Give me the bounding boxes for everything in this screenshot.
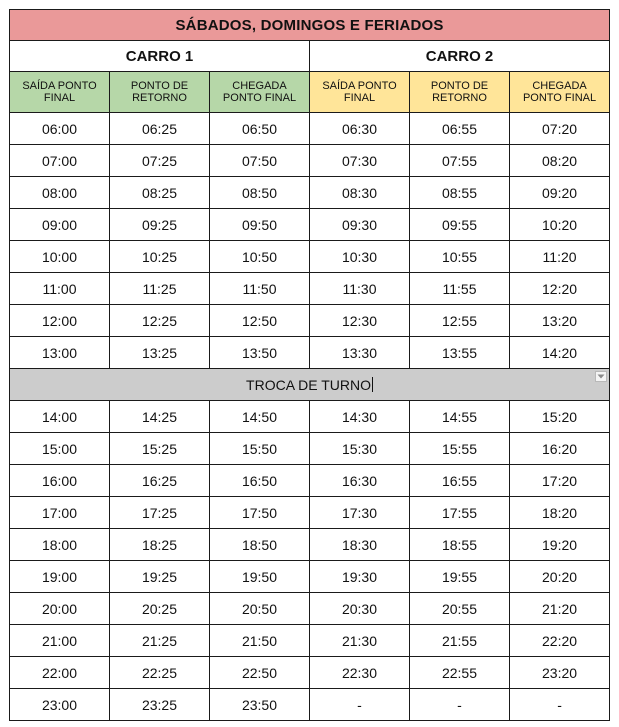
table-row <box>10 689 610 721</box>
car-2-return-cell[interactable]: 16:55 <box>410 465 510 497</box>
car-1-departure-cell[interactable]: 11:00 <box>10 273 110 305</box>
car-1-arrival-cell[interactable]: 17:50 <box>210 497 310 529</box>
car-1-departure-cell[interactable]: 13:00 <box>10 337 110 369</box>
car-2-arrival-cell[interactable]: 14:20 <box>510 337 610 369</box>
car-2-return-cell[interactable]: 06:55 <box>410 113 510 145</box>
car-2-departure-cell[interactable]: 15:30 <box>310 433 410 465</box>
car-2-col-return[interactable] <box>410 72 510 113</box>
car-2-return-cell[interactable]: - <box>410 689 510 721</box>
car-1-header[interactable]: CARRO 1 <box>10 41 310 72</box>
table-row <box>10 529 610 561</box>
car-1-arrival-cell[interactable]: 12:50 <box>210 305 310 337</box>
car-1-arrival-cell[interactable]: 22:50 <box>210 657 310 689</box>
car-2-arrival-cell[interactable]: 15:20 <box>510 401 610 433</box>
table-row <box>10 433 610 465</box>
car-1-return-cell[interactable]: 10:25 <box>110 241 210 273</box>
car-header-row <box>10 41 610 72</box>
car-2-arrival-cell[interactable]: 13:20 <box>510 305 610 337</box>
car-1-return-cell[interactable]: 22:25 <box>110 657 210 689</box>
car-2-return-cell[interactable]: 12:55 <box>410 305 510 337</box>
car-2-return-cell[interactable]: 21:55 <box>410 625 510 657</box>
car-1-departure-cell[interactable]: 18:00 <box>10 529 110 561</box>
car-1-arrival-cell[interactable]: 06:50 <box>210 113 310 145</box>
car-2-return-cell[interactable]: 13:55 <box>410 337 510 369</box>
table-row <box>10 561 610 593</box>
car-1-departure-cell[interactable]: 14:00 <box>10 401 110 433</box>
car-1-departure-cell[interactable]: 09:00 <box>10 209 110 241</box>
schedule-title[interactable]: SÁBADOS, DOMINGOS E FERIADOS <box>10 10 610 41</box>
car-1-departure-cell[interactable]: 08:00 <box>10 177 110 209</box>
car-2-arrival-cell[interactable]: 19:20 <box>510 529 610 561</box>
header-label: PONTO DE RETORNO <box>430 80 489 104</box>
table-row <box>10 177 610 209</box>
car-2-departure-cell[interactable]: 09:30 <box>310 209 410 241</box>
car-1-departure-cell[interactable]: 20:00 <box>10 593 110 625</box>
schedule-table-body <box>10 10 610 721</box>
table-row <box>10 625 610 657</box>
car-2-arrival-cell[interactable]: 23:20 <box>510 657 610 689</box>
car-2-departure-cell[interactable]: 21:30 <box>310 625 410 657</box>
car-2-arrival-cell[interactable]: 18:20 <box>510 497 610 529</box>
car-2-arrival-cell[interactable]: 07:20 <box>510 113 610 145</box>
car-2-departure-cell[interactable]: 13:30 <box>310 337 410 369</box>
car-2-return-cell[interactable]: 14:55 <box>410 401 510 433</box>
car-1-col-departure[interactable] <box>10 72 110 113</box>
title-row <box>10 10 610 41</box>
car-1-departure-cell[interactable]: 17:00 <box>10 497 110 529</box>
car-1-return-cell[interactable]: 19:25 <box>110 561 210 593</box>
car-2-return-cell[interactable]: 20:55 <box>410 593 510 625</box>
car-1-return-cell[interactable]: 06:25 <box>110 113 210 145</box>
table-row <box>10 305 610 337</box>
table-row <box>10 113 610 145</box>
schedule-table <box>9 9 610 721</box>
car-1-arrival-cell[interactable]: 11:50 <box>210 273 310 305</box>
car-1-return-cell[interactable]: 13:25 <box>110 337 210 369</box>
car-1-arrival-cell[interactable]: 08:50 <box>210 177 310 209</box>
shift-change-row <box>10 369 610 401</box>
car-2-departure-cell[interactable]: 18:30 <box>310 529 410 561</box>
car-1-departure-cell[interactable]: 21:00 <box>10 625 110 657</box>
car-1-departure-cell[interactable]: 23:00 <box>10 689 110 721</box>
car-2-arrival-cell[interactable]: 17:20 <box>510 465 610 497</box>
car-2-departure-cell[interactable]: 10:30 <box>310 241 410 273</box>
car-2-return-cell[interactable]: 19:55 <box>410 561 510 593</box>
header-label: CHEGADA PONTO FINAL <box>222 80 297 104</box>
car-2-return-cell[interactable]: 15:55 <box>410 433 510 465</box>
car-1-departure-cell[interactable]: 22:00 <box>10 657 110 689</box>
header-label: SAÍDA PONTO FINAL <box>22 80 97 104</box>
car-2-arrival-cell[interactable]: 16:20 <box>510 433 610 465</box>
dropdown-arrow-icon[interactable] <box>595 371 607 382</box>
header-label: PONTO DE RETORNO <box>130 80 189 104</box>
table-row <box>10 657 610 689</box>
car-1-arrival-cell[interactable]: 23:50 <box>210 689 310 721</box>
car-1-return-cell[interactable]: 07:25 <box>110 145 210 177</box>
car-2-departure-cell[interactable]: 20:30 <box>310 593 410 625</box>
car-2-departure-cell[interactable]: 19:30 <box>310 561 410 593</box>
car-2-departure-cell[interactable]: 22:30 <box>310 657 410 689</box>
table-row <box>10 593 610 625</box>
text-cursor <box>372 377 373 392</box>
car-1-return-cell[interactable]: 18:25 <box>110 529 210 561</box>
table-row <box>10 337 610 369</box>
car-1-col-arrival[interactable] <box>210 72 310 113</box>
car-1-return-cell[interactable]: 14:25 <box>110 401 210 433</box>
car-2-arrival-cell[interactable]: 22:20 <box>510 625 610 657</box>
table-row <box>10 241 610 273</box>
car-2-return-cell[interactable]: 07:55 <box>410 145 510 177</box>
car-1-departure-cell[interactable]: 19:00 <box>10 561 110 593</box>
car-1-departure-cell[interactable]: 15:00 <box>10 433 110 465</box>
shift-change-label: TROCA DE TURNO <box>246 376 372 393</box>
car-1-return-cell[interactable]: 15:25 <box>110 433 210 465</box>
table-row <box>10 145 610 177</box>
car-2-return-cell[interactable]: 08:55 <box>410 177 510 209</box>
table-row <box>10 273 610 305</box>
car-1-arrival-cell[interactable]: 14:50 <box>210 401 310 433</box>
car-2-arrival-cell[interactable]: 20:20 <box>510 561 610 593</box>
car-1-return-cell[interactable]: 12:25 <box>110 305 210 337</box>
car-1-return-cell[interactable]: 09:25 <box>110 209 210 241</box>
car-2-departure-cell[interactable]: 16:30 <box>310 465 410 497</box>
car-1-arrival-cell[interactable]: 19:50 <box>210 561 310 593</box>
car-1-arrival-cell[interactable]: 09:50 <box>210 209 310 241</box>
car-1-return-cell[interactable]: 08:25 <box>110 177 210 209</box>
schedule-sheet <box>9 9 609 721</box>
car-1-col-return[interactable] <box>110 72 210 113</box>
car-1-return-cell[interactable]: 21:25 <box>110 625 210 657</box>
car-2-arrival-cell[interactable]: - <box>510 689 610 721</box>
car-1-arrival-cell[interactable]: 21:50 <box>210 625 310 657</box>
car-1-departure-cell[interactable]: 12:00 <box>10 305 110 337</box>
car-2-arrival-cell[interactable]: 21:20 <box>510 593 610 625</box>
car-2-departure-cell[interactable]: 06:30 <box>310 113 410 145</box>
car-2-return-cell[interactable]: 10:55 <box>410 241 510 273</box>
car-2-arrival-cell[interactable]: 12:20 <box>510 273 610 305</box>
header-label: CHEGADA PONTO FINAL <box>522 80 597 104</box>
car-1-arrival-cell[interactable]: 07:50 <box>210 145 310 177</box>
table-row <box>10 465 610 497</box>
car-1-arrival-cell[interactable]: 10:50 <box>210 241 310 273</box>
column-header-row <box>10 72 610 113</box>
car-2-return-cell[interactable]: 17:55 <box>410 497 510 529</box>
car-1-arrival-cell[interactable]: 16:50 <box>210 465 310 497</box>
car-2-arrival-cell[interactable]: 09:20 <box>510 177 610 209</box>
car-2-departure-cell[interactable]: 12:30 <box>310 305 410 337</box>
car-1-arrival-cell[interactable]: 18:50 <box>210 529 310 561</box>
header-label: SAÍDA PONTO FINAL <box>322 80 397 104</box>
car-1-return-cell[interactable]: 11:25 <box>110 273 210 305</box>
table-row <box>10 209 610 241</box>
car-2-departure-cell[interactable]: 08:30 <box>310 177 410 209</box>
car-1-departure-cell[interactable]: 10:00 <box>10 241 110 273</box>
car-1-departure-cell[interactable]: 07:00 <box>10 145 110 177</box>
car-2-return-cell[interactable]: 22:55 <box>410 657 510 689</box>
car-1-arrival-cell[interactable]: 20:50 <box>210 593 310 625</box>
car-2-departure-cell[interactable]: 07:30 <box>310 145 410 177</box>
car-2-col-departure[interactable] <box>310 72 410 113</box>
car-2-header[interactable]: CARRO 2 <box>310 41 610 72</box>
car-2-departure-cell[interactable]: 17:30 <box>310 497 410 529</box>
car-1-arrival-cell[interactable]: 13:50 <box>210 337 310 369</box>
car-2-departure-cell[interactable]: 11:30 <box>310 273 410 305</box>
car-2-departure-cell[interactable]: - <box>310 689 410 721</box>
car-1-return-cell[interactable]: 17:25 <box>110 497 210 529</box>
car-1-arrival-cell[interactable]: 15:50 <box>210 433 310 465</box>
car-1-departure-cell[interactable]: 16:00 <box>10 465 110 497</box>
car-2-arrival-cell[interactable]: 11:20 <box>510 241 610 273</box>
car-1-departure-cell[interactable]: 06:00 <box>10 113 110 145</box>
car-2-return-cell[interactable]: 18:55 <box>410 529 510 561</box>
table-row <box>10 497 610 529</box>
car-2-return-cell[interactable]: 11:55 <box>410 273 510 305</box>
car-1-return-cell[interactable]: 20:25 <box>110 593 210 625</box>
car-1-return-cell[interactable]: 16:25 <box>110 465 210 497</box>
shift-change-cell[interactable] <box>10 369 610 401</box>
car-2-col-arrival[interactable] <box>510 72 610 113</box>
car-2-return-cell[interactable]: 09:55 <box>410 209 510 241</box>
car-2-arrival-cell[interactable]: 08:20 <box>510 145 610 177</box>
car-2-departure-cell[interactable]: 14:30 <box>310 401 410 433</box>
car-1-return-cell[interactable]: 23:25 <box>110 689 210 721</box>
table-row <box>10 401 610 433</box>
car-2-arrival-cell[interactable]: 10:20 <box>510 209 610 241</box>
